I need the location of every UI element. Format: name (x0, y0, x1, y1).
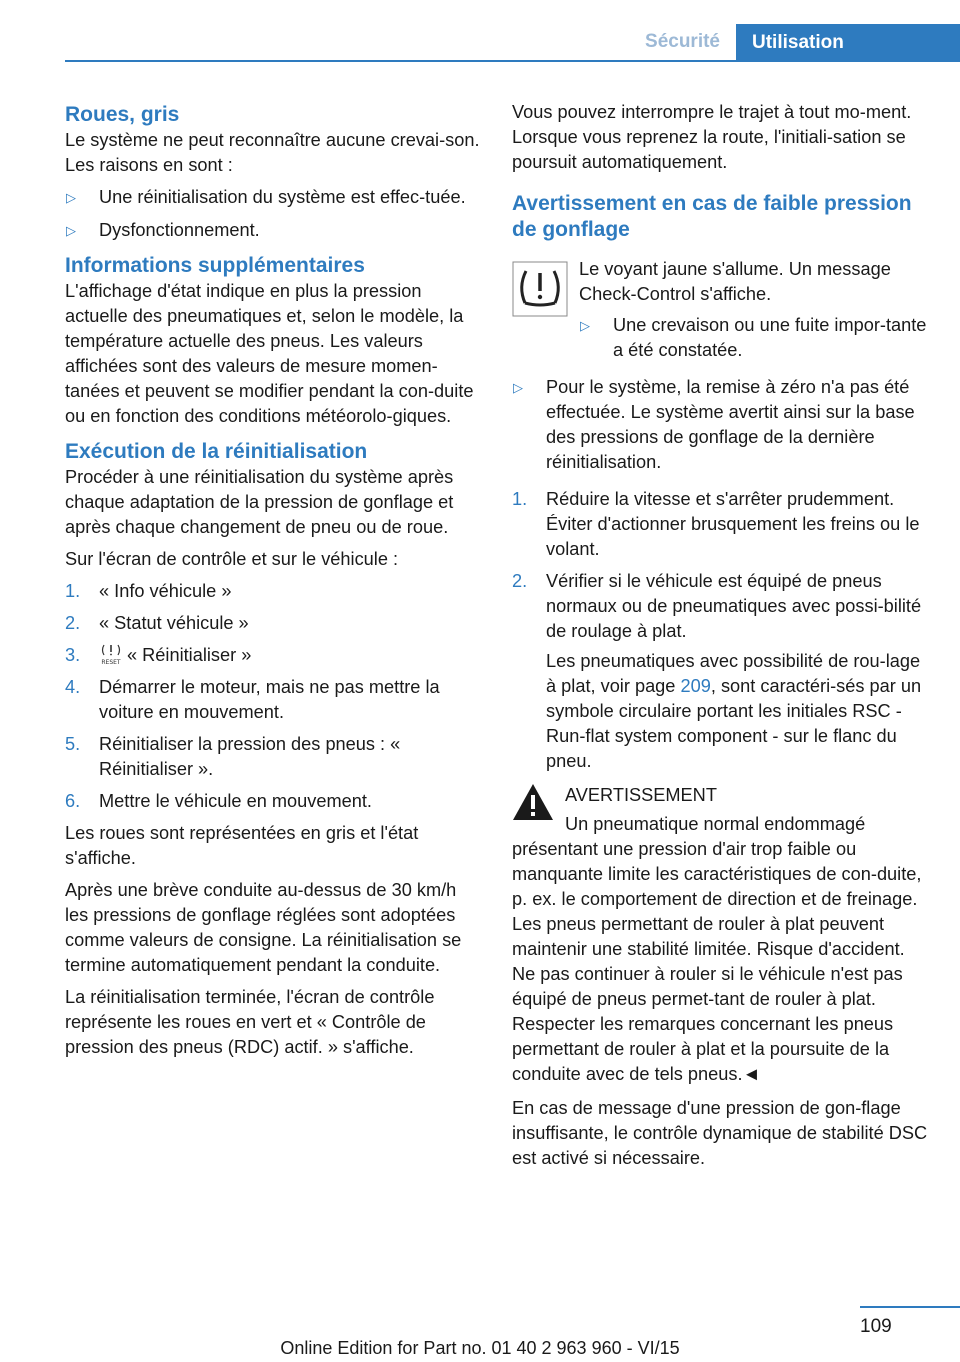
heading-informations: Informations supplémentaires (65, 254, 365, 277)
warning-title: AVERTISSEMENT (565, 785, 717, 805)
paragraph-lamp: Le voyant jaune s'allume. Un message Check-Control s'affiche. (579, 259, 891, 304)
list-item: 2. Vérifier si le véhicule est équipé de pneus normaux ou de pneumatiques avec possi-bilité de roulage à plat. (512, 571, 922, 641)
heading-execution: Exécution de la réinitialisation (65, 440, 368, 463)
header-rule (65, 60, 960, 62)
paragraph-informations: L'affichage d'état indique en plus la pression actuelle des pneumatiques et, selon le modèle, la température actuelle des pneus. Les valeurs affichées sont des valeurs de mesure momen-tanées et peuvent se modifier pendant la con-duite ou en fonction des conditions météorolo-giques. (65, 281, 474, 426)
warning-text: présentant une pression d'air trop faible ou manquante limite les caractéristiques de con-duite, p. ex. le comportement de direction et de freinage. Les pneus permettant de rouler à plat peuvent maintenir une stabilité limitée. Risque d'accident. Ne pas continuer à rouler si le véhicule n'est pas équipé de pneus permet-tant de rouler à plat. Respecter les remarques concernant les pneus permettant de rouler à plat et la poursuite de la conduite avec de tels pneus.◄ (512, 839, 922, 1084)
system-list (512, 375, 932, 475)
paragraph-after-2: Après une brève conduite au-dessus de 30 km/h les pressions de gonflage réglées sont adoptées comme valeurs de consigne. La réinitialisation se termine automatiquement pendant la conduite. (65, 880, 462, 975)
heading-avertissement-pression: Avertissement en cas de faible pression de gonflage (512, 192, 912, 241)
roues-reasons-list (65, 185, 480, 243)
list-item: 6. Mettre le véhicule en mouvement. (65, 791, 372, 811)
triangle-bullet-icon: ▷ (66, 190, 76, 205)
left-column (65, 100, 480, 1067)
warning-lamp-row (512, 257, 932, 363)
list-item: ▷ Une réinitialisation du système est effec-tuée. (65, 185, 480, 210)
list-item: 1. « Info véhicule » (65, 581, 232, 601)
footer-rule (860, 1306, 960, 1308)
svg-text:RESET: RESET (101, 659, 121, 666)
edition-footer: Online Edition for Part no. 01 40 2 963 960 - VI/15 (280, 1338, 680, 1358)
heading-roues-gris: Roues, gris (65, 103, 180, 126)
paragraph-interrompre: Vous pouvez interrompre le trajet à tout mo-ment. Lorsque vous reprenez la route, l'initiali-sation se poursuit automatiquement. (512, 102, 912, 172)
list-item: 3. RESET « Réinitialiser » (65, 645, 252, 666)
list-item: ▷ Dysfonctionnement. (65, 218, 480, 243)
paragraph-execution-2: Sur l'écran de contrôle et sur le véhicule : (65, 549, 399, 569)
paragraph-roues: Le système ne peut reconnaître aucune crevai-son. Les raisons en sont : (65, 130, 480, 175)
list-item: 2. « Statut véhicule » (65, 613, 249, 633)
reset-steps-list (65, 579, 480, 814)
list-item: 4. Démarrer le moteur, mais ne pas mettre la voiture en mouvement. (65, 677, 440, 722)
paragraph-after-3: La réinitialisation terminée, l'écran de contrôle représente les roues en vert et « Contrôle de pression des pneus (RDC) actif. » s'affiche. (65, 987, 435, 1057)
tire-pressure-warning-icon (512, 261, 568, 317)
lamp-list (579, 313, 932, 363)
triangle-bullet-icon: ▷ (66, 223, 76, 238)
tire-reset-icon (99, 643, 123, 667)
paragraph-runflat: Les pneumatiques avec possibilité de rou-lage à plat, voir page 209, sont caractéri-sés par un symbole circulaire portant les initiales RSC - Run-flat system component - sur le flanc du pneu. (546, 651, 922, 771)
paragraph-execution-1: Procéder à une réinitialisation du système après chaque adaptation de la pression de gonflage et après chaque changement de pneu ou de roue. (65, 467, 454, 537)
page-link-209[interactable]: 209 (680, 676, 711, 696)
list-item: 1. Réduire la vitesse et s'arrêter prudemment. Éviter d'actionner brusquement les freins ou le volant. (512, 489, 920, 559)
warning-triangle-icon (512, 783, 554, 821)
paragraph-dsc: En cas de message d'une pression de gon-flage insuffisante, le contrôle dynamique de stabilité DSC est activé si nécessaire. (512, 1098, 928, 1168)
list-item: 5. Réinitialiser la pression des pneus : « Réinitialiser ». (65, 734, 401, 779)
list-item: ▷ Une crevaison ou une fuite impor-tante a été constatée. (580, 315, 927, 360)
right-column (512, 100, 932, 1178)
warning-steps-list (512, 487, 932, 644)
paragraph-after-1: Les roues sont représentées en gris et l'état s'affiche. (65, 823, 419, 868)
list-item: ▷ Pour le système, la remise à zéro n'a pas été effectuée. Le système avertit ainsi sur la base des pressions de gonflage de la dernière réinitialisation. (513, 377, 915, 472)
triangle-bullet-icon: ▷ (580, 318, 590, 333)
section-tab-utilisation: Utilisation (736, 24, 960, 61)
section-tab-securite: Sécurité (645, 31, 720, 52)
warning-block (512, 783, 932, 1087)
warning-first-line: Un pneumatique normal endommagé (565, 814, 866, 834)
triangle-bullet-icon: ▷ (513, 380, 523, 395)
page-number: 109 (860, 1316, 892, 1337)
page-header (0, 0, 960, 62)
